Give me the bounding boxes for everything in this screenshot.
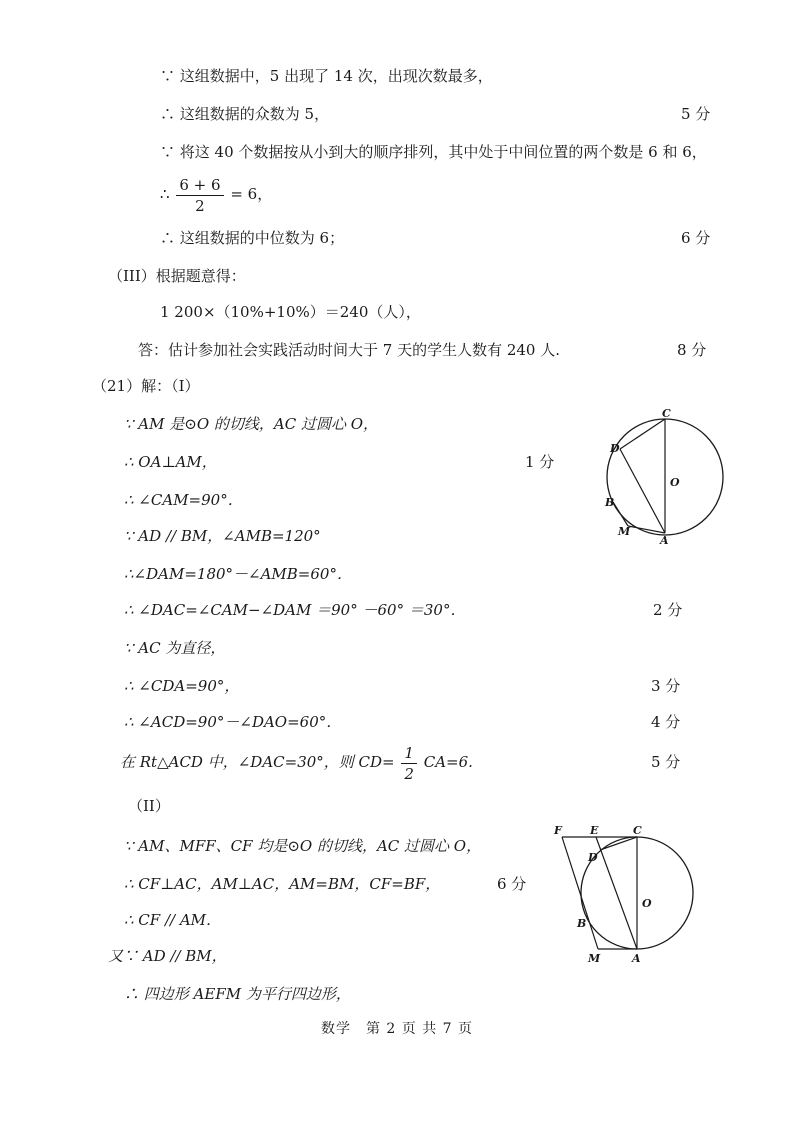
label-a: A <box>660 534 669 547</box>
label-b: B <box>605 496 615 509</box>
score-mark: 5 分 <box>651 753 681 771</box>
segment-ea <box>596 837 637 949</box>
text-line: ∵ AM、MFF、CF 均是⊙O 的切线，AC 过圆心 O， <box>124 837 482 855</box>
text-line: ∵ AD // BM，∠AMB=120° <box>124 527 321 545</box>
fraction-prefix: 在 Rt△ACD 中，∠DAC=30°，则 CD= <box>120 753 395 771</box>
text-line: ∴ 这组数据的中位数为 6； <box>160 229 345 247</box>
label-m: M <box>618 525 631 538</box>
text-line: ∴ CF⊥AC，AM⊥AC，AM=BM，CF=BF， <box>124 875 441 893</box>
label-o: O <box>670 476 680 489</box>
fraction-suffix: CA=6. <box>423 753 473 771</box>
text-line: ∴ ∠ACD=90°－∠DAO=60°． <box>124 713 342 731</box>
label-d: D <box>610 442 620 455</box>
label-c: C <box>662 407 671 420</box>
text-line: ∴ ∠CAM=90°． <box>124 491 243 509</box>
page-footer: 数学 第 2 页 共 7 页 <box>320 1021 474 1037</box>
fraction-result: = 6， <box>230 185 273 203</box>
score-mark: 5 分 <box>681 105 711 123</box>
score-mark: 8 分 <box>677 341 707 359</box>
text-line: ∴ 四边形 AEFM 为平行四边形， <box>124 985 351 1003</box>
fraction <box>401 743 417 784</box>
score-mark: 3 分 <box>651 677 681 695</box>
score-mark: 6 分 <box>681 229 711 247</box>
section-heading: （II） <box>128 797 170 815</box>
label-e: E <box>590 824 599 837</box>
label-a: A <box>632 952 641 965</box>
segment-mb <box>613 502 628 526</box>
text-line: ∵ 将这 40 个数据按从小到大的顺序排列，其中处于中间位置的两个数是 6 和 6， <box>160 143 707 161</box>
fraction-numerator: 6 + 6 <box>176 175 223 196</box>
fraction-denominator: 2 <box>404 764 414 783</box>
score-mark: 2 分 <box>653 601 683 619</box>
label-f: F <box>554 824 562 837</box>
text-line: ∴ 这组数据的众数为 5， <box>160 105 330 123</box>
fraction-line <box>120 742 473 784</box>
text-line: ∵ AC 为直径， <box>124 639 226 657</box>
label-d: D <box>588 851 598 864</box>
chord-dc <box>600 837 637 850</box>
text-line: 又∵ AD // BM， <box>108 947 227 965</box>
text-line: ∵ 这组数据中，5 出现了 14 次，出现次数最多， <box>160 67 493 85</box>
label-c: C <box>633 824 642 837</box>
text-line: ∵ AM 是⊙O 的切线，AC 过圆心 O， <box>124 415 379 433</box>
text-line: ∴∠DAM=180°－∠AMB=60°． <box>124 565 352 583</box>
label-m: M <box>588 952 601 965</box>
fraction-numerator: 1 <box>401 743 417 764</box>
text-line: ∴ ∠CDA=90°， <box>124 677 240 695</box>
score-mark: 1 分 <box>525 453 555 471</box>
problem-heading: （21）解：（I） <box>92 377 200 395</box>
therefore-sign: ∴ <box>160 185 170 203</box>
geometry-figure-1 <box>600 405 730 545</box>
score-mark: 4 分 <box>651 713 681 731</box>
text-line: ∴ ∠DAC=∠CAM−∠DAM ＝90° －60° ＝30°． <box>124 601 466 619</box>
score-mark: 6 分 <box>497 875 527 893</box>
geometry-figure-2 <box>550 822 700 967</box>
fraction <box>176 175 223 216</box>
fraction-line <box>160 174 272 216</box>
text-line: ∴ OA⊥AM， <box>124 453 217 471</box>
label-o: O <box>642 897 652 910</box>
text-line: 1 200×（10%+10%）＝240（人）， <box>160 303 421 321</box>
section-heading: （III）根据题意得： <box>108 267 246 285</box>
label-b: B <box>577 917 587 930</box>
fraction-denominator: 2 <box>195 196 205 215</box>
text-line: ∴ CF // AM． <box>124 911 222 929</box>
answer-line: 答：估计参加社会实践活动时间大于 7 天的学生人数有 240 人. <box>138 341 561 359</box>
